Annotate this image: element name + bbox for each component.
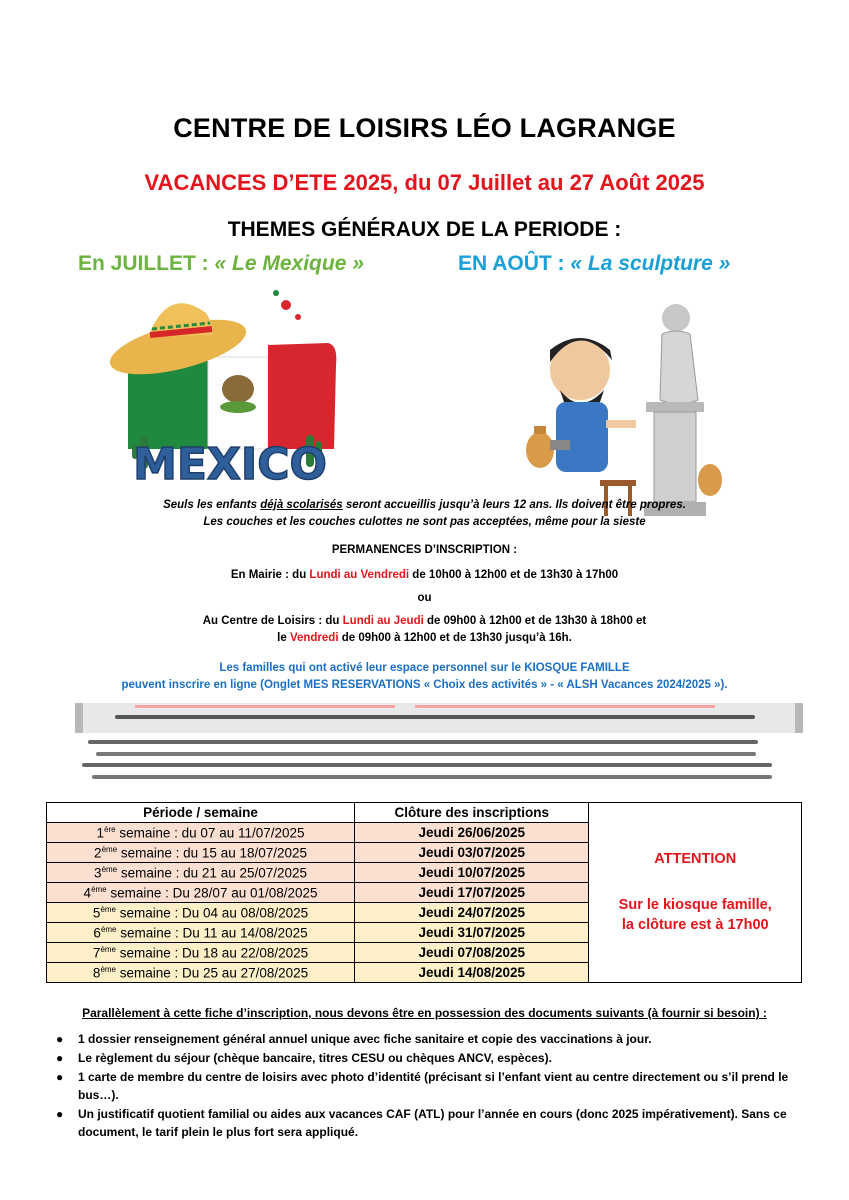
mexico-text: MEXICO — [133, 439, 327, 490]
week-ordinal: ème — [100, 964, 116, 974]
theme-august-value: « La sculpture » — [570, 252, 731, 275]
bullet-icon: ● — [56, 1070, 64, 1084]
documents-list — [56, 1030, 806, 1142]
week-dates: semaine : Du 28/07 au 01/08/2025 — [106, 885, 318, 901]
week-ordinal: ème — [100, 904, 116, 914]
permanence-centre — [0, 615, 849, 627]
closing-date-cell: Jeudi 03/07/2025 — [355, 843, 589, 863]
permanence-text: Au Centre de Loisirs : du — [202, 615, 343, 627]
period-cell — [47, 923, 355, 943]
week-number: 4 — [83, 885, 92, 901]
week-ordinal: ème — [91, 884, 107, 894]
week-ordinal: ème — [101, 864, 118, 874]
week-dates: semaine : Du 25 au 27/08/2025 — [116, 965, 309, 981]
schedule-table — [46, 802, 802, 983]
closing-date-cell: Jeudi 07/08/2025 — [355, 943, 589, 963]
week-ordinal: ème — [100, 944, 116, 954]
note-text: Seuls les enfants — [163, 499, 261, 511]
list-item — [56, 1049, 806, 1067]
table-header-row — [47, 803, 802, 823]
online-info-line1: Les familles qui ont activé leur espace personnel sur le KIOSQUE FAMILLE — [219, 662, 630, 674]
list-item — [56, 1105, 806, 1141]
period-cell — [47, 943, 355, 963]
attention-line2: la clôture est à 17h00 — [621, 916, 769, 933]
permanence-text: le — [277, 632, 290, 644]
sombrero-mexico-illustration — [108, 285, 340, 507]
week-number: 7 — [92, 945, 101, 961]
note-text: seront accueillis jusqu’à leurs 12 ans. Ils doivent être propres. — [342, 499, 686, 511]
document-requirement: Le règlement du séjour (chèque bancaire, titres CESU ou chèques ANCV, espèces). — [78, 1051, 552, 1065]
permanence-days: Lundi au Vendredi — [309, 569, 410, 581]
permanences-heading: PERMANENCES D’INSCRIPTION : — [331, 544, 518, 556]
permanence-days: Lundi au Jeudi — [342, 615, 424, 627]
week-dates: semaine : du 15 au 18/07/2025 — [117, 845, 308, 861]
documents-heading: Parallèlement à cette fiche d’inscription, nous devons être en possession des documents suivants (à fournir si besoin) : — [82, 1006, 767, 1020]
note-underlined: déjà scolarisés — [260, 499, 343, 511]
column-header-period: Période / semaine — [47, 803, 355, 823]
permanence-text: de 09h00 à 12h00 et de 13h30 à 18h00 et — [423, 615, 647, 627]
week-ordinal: ème — [101, 844, 118, 854]
document-requirement: 1 dossier renseignement général annuel unique avec fiche sanitaire et copie des vaccinations à jour. — [78, 1032, 652, 1046]
week-dates: semaine : du 21 au 25/07/2025 — [117, 865, 308, 881]
document-requirement: 1 carte de membre du centre de loisirs avec photo d’identité (précisant si l’enfant vient au centre directement ou s’il prend le bus…). — [78, 1070, 789, 1102]
bullet-icon: ● — [56, 1107, 64, 1121]
week-number: 3 — [94, 865, 102, 881]
redacted-bar — [75, 703, 803, 733]
week-dates: semaine : Du 04 au 08/08/2025 — [116, 905, 309, 921]
period-cell — [47, 883, 355, 903]
bullet-icon: ● — [56, 1032, 64, 1046]
permanence-text: de 09h00 à 12h00 et de 13h30 jusqu’à 16h. — [338, 632, 572, 644]
week-ordinal: ème — [100, 924, 117, 934]
permanence-text: En Mairie : du — [230, 569, 310, 581]
vacation-dates: VACANCES D’ETE 2025, du 07 Juillet au 27 Août 2025 — [144, 170, 705, 195]
age-requirement-note — [0, 499, 849, 511]
closing-date-cell: Jeudi 10/07/2025 — [355, 863, 589, 883]
diaper-note: Les couches et les couches culottes ne sont pas acceptées, même pour la sieste — [203, 516, 646, 528]
period-cell — [47, 823, 355, 843]
week-number: 6 — [93, 925, 101, 941]
page-title: CENTRE DE LOISIRS LÉO LAGRANGE — [173, 113, 676, 143]
column-header-closing: Clôture des inscriptions — [355, 803, 589, 823]
list-item — [56, 1068, 806, 1104]
permanence-friday — [0, 632, 849, 644]
theme-july — [78, 252, 364, 276]
week-number: 5 — [92, 905, 101, 921]
closing-date-cell: Jeudi 31/07/2025 — [355, 923, 589, 943]
closing-date-cell: Jeudi 26/06/2025 — [355, 823, 589, 843]
or-separator: ou — [417, 592, 432, 604]
week-dates: semaine : du 07 au 11/07/2025 — [115, 825, 305, 841]
themes-heading: THEMES GÉNÉRAUX DE LA PERIODE : — [227, 218, 622, 241]
attention-box — [589, 803, 802, 983]
week-dates: semaine : Du 18 au 22/08/2025 — [116, 945, 309, 961]
period-cell — [47, 863, 355, 883]
theme-august — [458, 252, 730, 276]
permanence-mairie — [0, 569, 849, 581]
closing-date-cell: Jeudi 17/07/2025 — [355, 883, 589, 903]
bullet-icon: ● — [56, 1051, 64, 1065]
document-requirement: Un justificatif quotient familial ou aides aux vacances CAF (ATL) pour l’année en cours (donc 2025 impérativement). Sans ce document, le tarif plein le plus fort sera appliqué. — [78, 1107, 787, 1139]
week-number: 2 — [94, 845, 102, 861]
attention-line1: Sur le kiosque famille, — [618, 896, 772, 913]
theme-august-label: EN AOÛT : — [458, 252, 565, 275]
online-info-line2: peuvent inscrire en ligne (Onglet MES RESERVATIONS « Choix des activités » - « ALSH Vacances 2024/2025 »). — [121, 679, 728, 691]
period-cell — [47, 843, 355, 863]
closing-date-cell: Jeudi 24/07/2025 — [355, 903, 589, 923]
permanence-text: de 10h00 à 12h00 et de 13h30 à 17h00 — [409, 569, 619, 581]
theme-july-value: « Le Mexique » — [214, 252, 364, 275]
list-item — [56, 1030, 806, 1048]
attention-title: ATTENTION — [654, 850, 737, 867]
permanence-days: Vendredi — [289, 632, 339, 644]
week-number: 8 — [92, 965, 101, 981]
week-ordinal: ère — [104, 824, 116, 834]
period-cell — [47, 963, 355, 983]
week-number: 1 — [96, 825, 105, 841]
theme-july-label: En JUILLET : — [78, 252, 209, 275]
closing-date-cell: Jeudi 14/08/2025 — [355, 963, 589, 983]
week-dates: semaine : Du 11 au 14/08/2025 — [116, 925, 308, 941]
period-cell — [47, 903, 355, 923]
